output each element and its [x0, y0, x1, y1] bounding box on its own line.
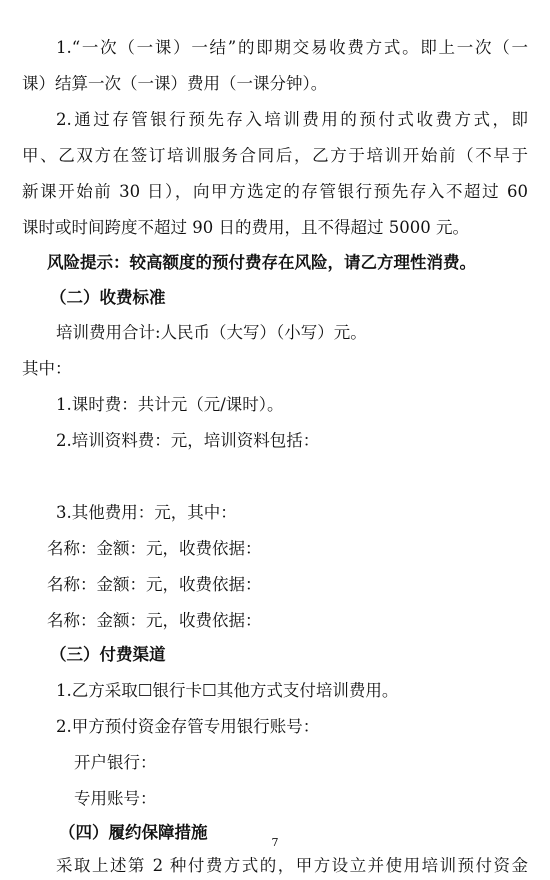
- other-fee-item-3: 名称：金额：元，收费依据：: [47, 611, 262, 630]
- page-number: 7: [271, 836, 279, 849]
- payment-method-choice-line: 1.乙方采取☐银行卡☐其他方式支付培训费用。: [56, 681, 399, 700]
- class-hour-fee-line: 1.课时费：共计元（元/课时）。: [56, 395, 284, 414]
- other-fees-line: 3.其他费用：元，其中：: [56, 503, 237, 522]
- paragraph-payment-method-2-line-2: 甲、乙双方在签订培训服务合同后，乙方于培训开始前（不早于: [22, 146, 528, 165]
- opening-bank-line: 开户银行：: [74, 753, 157, 772]
- paragraph-payment-method-1-line-2: 课）结算一次（一课）费用（一课分钟）。: [22, 74, 328, 93]
- material-fee-line: 2.培训资料费：元，培训资料包括：: [56, 431, 320, 450]
- paragraph-payment-method-2-line-3: 新课开始前 30 日），向甲方选定的存管银行预先存入不超过 60: [22, 182, 528, 201]
- other-fee-item-1: 名称：金额：元，收费依据：: [47, 539, 262, 558]
- section-heading-performance-guarantee: （四）履约保障措施: [59, 823, 208, 842]
- custody-account-line: 2.甲方预付资金存管专用银行账号：: [56, 717, 320, 736]
- among-which-line: 其中：: [22, 359, 72, 378]
- guarantee-paragraph-line-1: 采取上述第 2 种付费方式的，甲方设立并使用培训预付资金: [56, 856, 528, 875]
- paragraph-payment-method-1-line-1: 1.“一次（一课）一结”的即期交易收费方式。即上一次（一: [56, 38, 528, 57]
- paragraph-payment-method-2-line-1: 2.通过存管银行预先存入培训费用的预付式收费方式，即: [56, 110, 528, 129]
- paragraph-payment-method-2-line-4: 课时或时间跨度不超过 90 日的费用，且不得超过 5000 元。: [22, 218, 469, 237]
- section-heading-fee-standard: （二）收费标准: [50, 288, 166, 307]
- risk-warning: 风险提示：较高额度的预付费存在风险，请乙方理性消费。: [47, 253, 476, 272]
- section-heading-payment-channel: （三）付费渠道: [50, 645, 166, 664]
- other-fee-item-2: 名称：金额：元，收费依据：: [47, 575, 262, 594]
- dedicated-account-line: 专用账号：: [74, 789, 157, 808]
- total-fee-line: 培训费用合计:人民币（大写）（小写）元。: [56, 323, 367, 342]
